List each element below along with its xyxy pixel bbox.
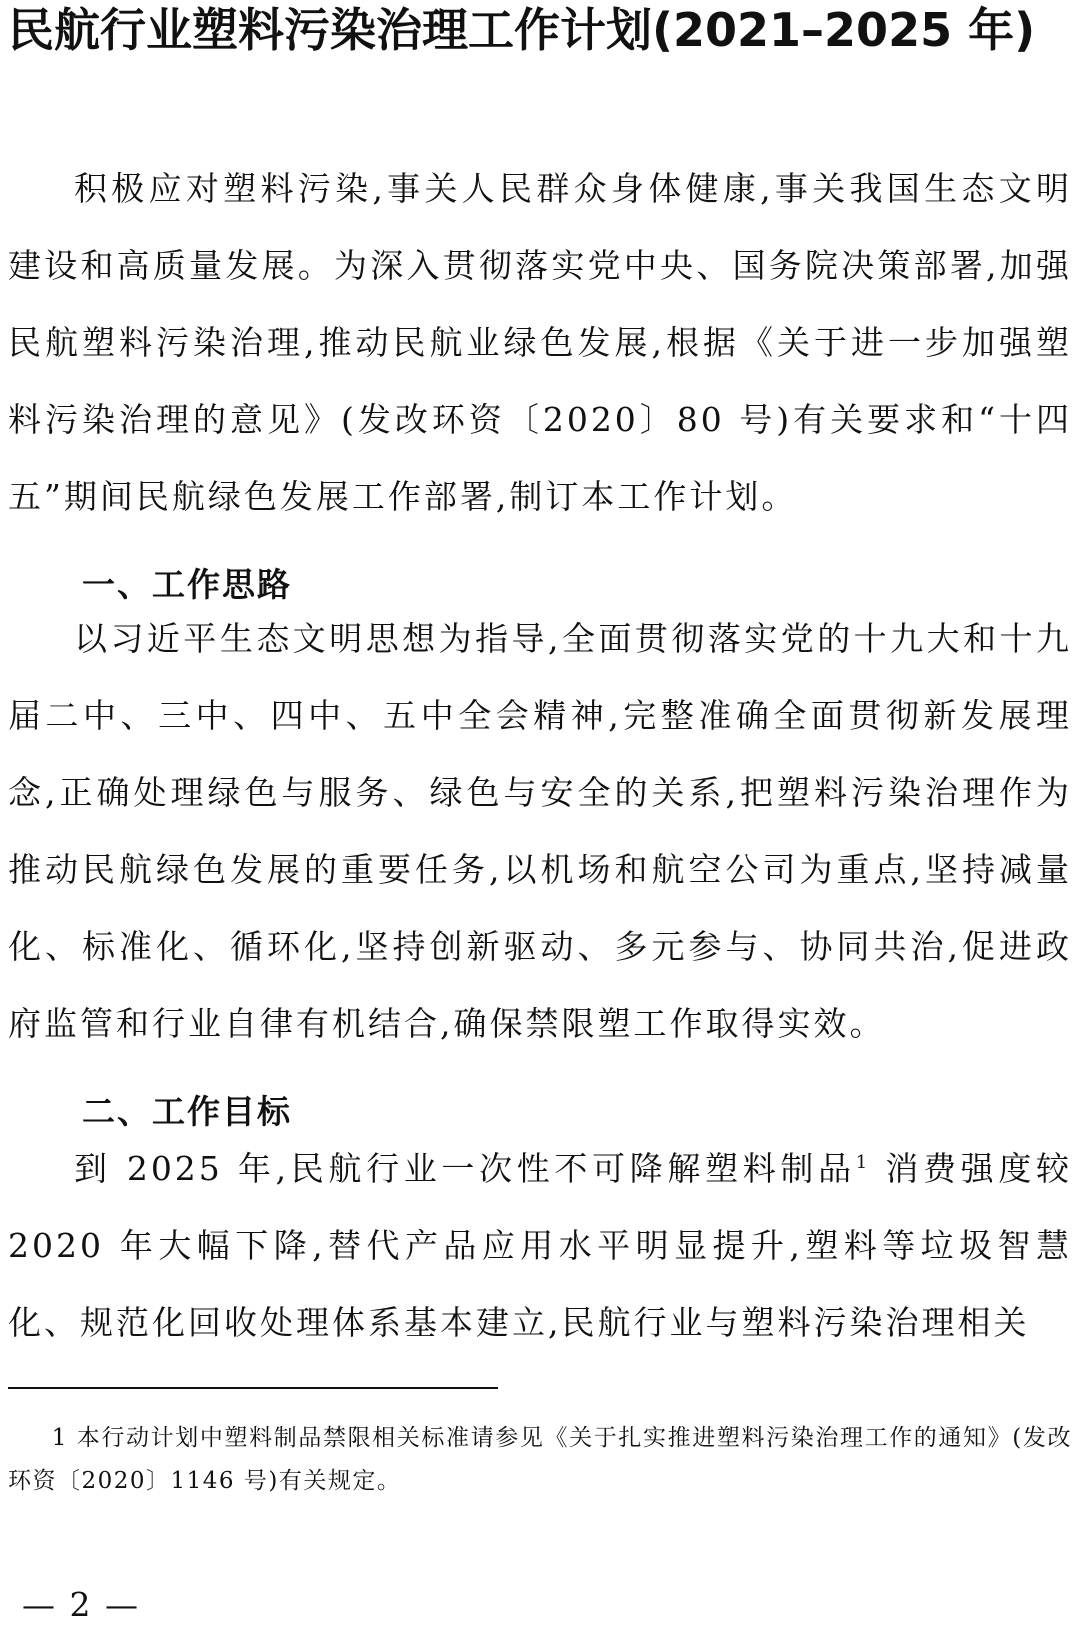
intro-paragraph: 积极应对塑料污染,事关人民群众身体健康,事关我国生态文明建设和高质量发展。为深入贯彻落实党中央、国务院决策部署,加强民航塑料污染治理,推动民航业绿色发展,根据《关于进一步加强塑料污染治理的意见》(发改环资〔2020〕80 号)有关要求和“十四五”期间民航绿色发展工作部署,制订本工作计划。 [8, 169, 1072, 516]
section-body-work-goals [8, 1130, 1072, 1361]
footnote-divider [8, 1387, 498, 1389]
page-number: — 2 — [22, 1585, 140, 1624]
section-heading-work-approach: 一、工作思路 [82, 565, 292, 604]
goals-text-after-ref: 消费强度较 2020 年大幅下降,替代产品应用水平明显提升,塑料等垃圾智慧化、规范化回收处理体系基本建立,民航行业与塑料污染治理相关 [8, 1149, 1072, 1342]
section-body-work-approach: 以习近平生态文明思想为指导,全面贯彻落实党的十九大和十九届二中、三中、四中、五中全会精神,完整准确全面贯彻新发展理念,正确处理绿色与服务、绿色与安全的关系,把塑料污染治理作为推动民航绿色发展的重要任务,以机场和航空公司为重点,坚持减量化、标准化、循环化,坚持创新驱动、多元参与、协同共治,促进政府监管和行业自律有机结合,确保禁限塑工作取得实效。 [8, 619, 1072, 1043]
goals-text-before-ref: 到 2025 年,民航行业一次性不可降解塑料制品 [74, 1149, 856, 1188]
footnote: 1 本行动计划中塑料制品禁限相关标准请参见《关于扎实推进塑料污染治理工作的通知》(发改环资〔2020〕1146 号)有关规定。 [8, 1425, 1072, 1494]
footnote-reference: 1 [855, 1152, 871, 1173]
section-heading-work-goals: 二、工作目标 [82, 1092, 292, 1131]
document-title: 民航行业塑料污染治理工作计划(2021–2025 年) [8, 3, 1036, 57]
